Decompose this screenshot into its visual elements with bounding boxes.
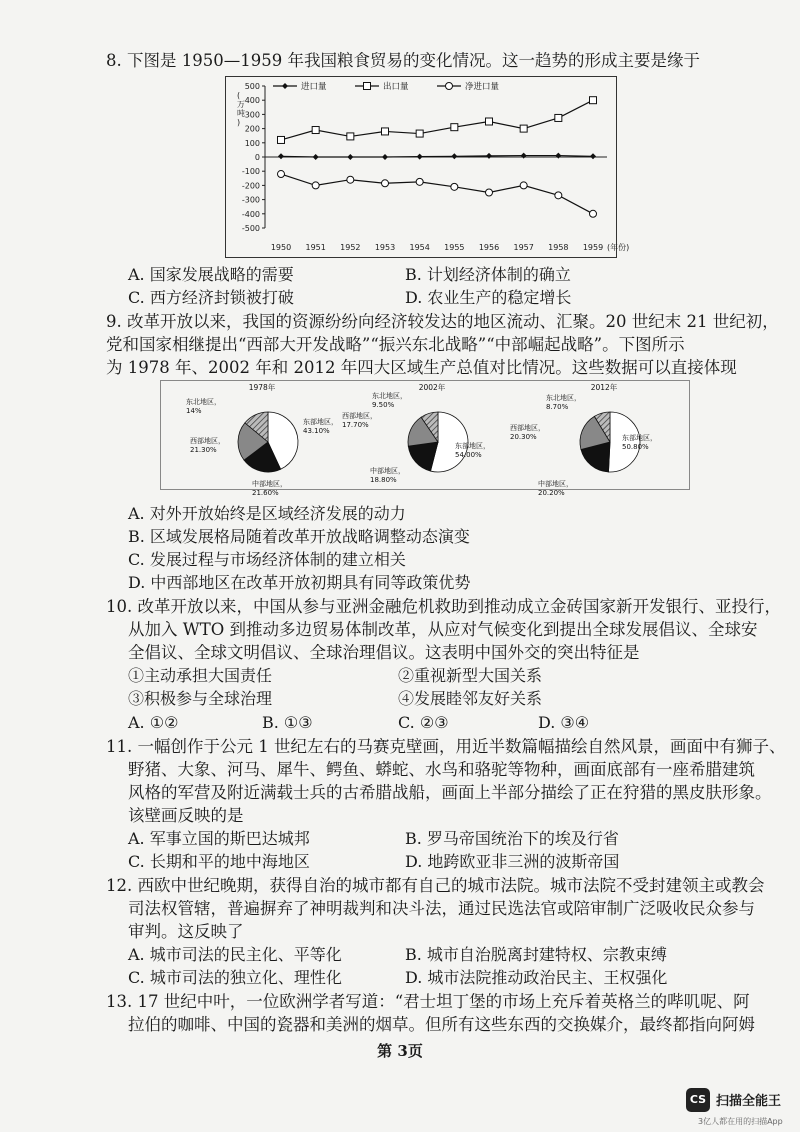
x-tick-label: 1951 [305,243,326,252]
data-point [486,189,493,196]
series-line-1 [281,100,593,140]
q12-option-a[interactable]: A. 城市司法的民主化、平等化 [128,945,342,964]
x-tick-label: 1950 [270,243,292,252]
q11-option-b[interactable]: B. 罗马帝国统治下的埃及行省 [405,829,619,848]
data-point [521,153,527,159]
y-tick-label: -500 [241,224,260,233]
y-tick-label: 300 [244,110,260,120]
pie-title: 2012年 [590,383,618,392]
pie-slice-label: 东北地区， 8.70% [546,394,581,411]
x-tick-label: 1958 [548,243,569,252]
x-tick-label: 1952 [340,243,361,252]
q9-option-b[interactable]: B. 区域发展格局随着改革开放战略调整动态演变 [128,527,470,546]
q9-option-d[interactable]: D. 中西部地区在改革开放初期具有同等政策优势 [128,573,471,592]
q11-stem-line-4: 该壁画反映的是 [128,806,244,825]
pie-title: 2002年 [418,383,446,392]
data-point [278,171,285,178]
q13-stem-line-1: 13. 17 世纪中叶，一位欧洲学者写道：“君士坦丁堡的市场上充斥着英格兰的哔叽呢、阿 [106,992,750,1011]
q10-option-a[interactable]: A. ①② [128,713,179,732]
q10-item-3: ③积极参与全球治理 [128,689,273,708]
pie-slice-label: 中部地区， 20.20% [538,480,573,497]
x-tick-label: 1955 [444,243,465,252]
q10-item-1: ①主动承担大国责任 [128,666,273,685]
cs-logo-icon: CS [686,1088,710,1112]
q11-stem-line-2: 野猪、大象、河马、犀牛、鳄鱼、蟒蛇、水鸟和骆驼等物种，画面底部有一座希腊建筑 [128,760,755,779]
pie-slice [608,412,640,472]
y-tick-label: -400 [241,209,260,219]
y-tick-label: -300 [241,195,260,205]
pie-slice-label: 西部地区， 20.30% [510,424,545,441]
pie-slice-label: 中部地区， 21.60% [252,480,287,497]
x-tick-label: 1954 [409,243,430,252]
q13-stem-line-2: 拉伯的咖啡、中国的瓷器和美洲的烟草。但所有这些东西的交换媒介，最终都指向阿姆 [128,1015,755,1034]
q9-stem-line-1: 9. 改革开放以来，我国的资源纷纷向经济较发达的地区流动、汇聚。20 世纪末 21 世纪初， [106,312,779,331]
q10-stem-line-2: 从加入 WTO 到推动多边贸易体制改革，从应对气候变化到提出全球发展倡议、全球安 [128,620,758,639]
pie-slice-label: 东部地区， 50.80% [622,434,657,451]
q11-option-c[interactable]: C. 长期和平的地中海地区 [128,852,310,871]
q12-stem-line-1: 12. 西欧中世纪晚期，获得自治的城市都有自己的城市法院。城市法院不受封建领主或教会 [106,876,765,895]
pie-slice-label: 东北地区， 14% [186,398,221,415]
q8-stem: 8. 下图是 1950—1959 年我国粮食贸易的变化情况。这一趋势的形成主要是缘于 [106,51,700,70]
data-point [313,154,319,160]
q12-stem-line-2: 司法权管辖，普遍摒弃了神明裁判和决斗法，通过民选法官或陪审制广泛吸收民众参与 [128,899,755,918]
data-point [382,128,389,135]
legend-marker [364,83,371,90]
q8-option-c[interactable]: C. 西方经济封锁被打破 [128,288,294,307]
q10-option-c[interactable]: C. ②③ [398,713,449,732]
scanner-watermark [686,1088,796,1128]
q12-option-b[interactable]: B. 城市自治脱离封建特权、宗教束缚 [405,945,667,964]
data-point [590,210,597,217]
q8-option-a[interactable]: A. 国家发展战略的需要 [128,265,294,284]
pie-slice-label: 东部地区， 43.10% [303,418,338,435]
pie-slice-label: 东北地区， 9.50% [372,392,407,409]
legend-label: 进口量 [301,82,327,92]
y-tick-label: 400 [244,96,260,106]
data-point [451,124,458,131]
data-point [416,178,423,185]
pie-title: 1978年 [248,383,276,392]
q11-stem-line-3: 风格的军营及附近满载士兵的古希腊战船，画面上半部分描绘了正在狩猎的黑皮肤形象。 [128,783,772,802]
scanner-app-name: 扫描全能王 [716,1094,782,1109]
q8-option-d[interactable]: D. 农业生产的稳定增长 [405,288,572,307]
data-point [486,118,493,125]
data-point [520,182,527,189]
data-point [312,127,319,134]
data-point [451,183,458,190]
data-point [451,153,457,159]
y-tick-label: -100 [241,167,260,177]
y-tick-label: -200 [241,181,260,191]
y-tick-label: 200 [244,124,260,134]
legend-marker [446,83,453,90]
legend-label: 净进口量 [465,82,500,92]
scanner-tagline: 3亿人都在用的扫描App [698,1117,783,1126]
q12-option-c[interactable]: C. 城市司法的独立化、理性化 [128,968,342,987]
legend-label: 出口量 [383,82,409,92]
pie-slice-label: 东部地区， 54.00% [455,442,490,459]
q12-stem-line-3: 审判。这反映了 [128,922,244,941]
y-axis-label: (万吨) [237,91,245,127]
q11-option-d[interactable]: D. 地跨欧亚非三洲的波斯帝国 [405,852,620,871]
x-tick-label: 1959 [582,243,604,252]
q10-stem-line-1: 10. 改革开放以来，中国从参与亚洲金融危机救助到推动成立金砖国家新开发银行、亚投行， [106,597,781,616]
x-axis-label: (年份) [607,243,630,252]
data-point [382,154,388,160]
x-tick-label: 1956 [478,243,500,252]
legend-marker [282,83,288,89]
data-point [520,125,527,132]
x-tick-label: 1957 [513,243,534,252]
q10-item-2: ②重视新型大国关系 [398,666,543,685]
grain-trade-line-chart [225,76,630,258]
y-tick-label: 500 [244,82,260,91]
q11-option-a[interactable]: A. 军事立国的斯巴达城邦 [128,829,310,848]
y-tick-label: 100 [244,138,260,148]
regional-gdp-pie-charts [160,380,690,497]
q9-option-c[interactable]: C. 发展过程与市场经济体制的建立相关 [128,550,406,569]
q10-stem-line-3: 全倡议、全球文明倡议、全球治理倡议。这表明中国外交的突出特征是 [128,643,640,662]
q9-stem-line-3: 为 1978 年、2002 年和 2012 年四大区域生产总值对比情况。这些数据可以直接体现 [106,358,737,377]
q12-option-d[interactable]: D. 城市法院推动政治民主、王权强化 [405,968,668,987]
data-point [347,133,354,140]
data-point [347,176,354,183]
q9-option-a[interactable]: A. 对外开放始终是区域经济发展的动力 [128,504,406,523]
pie-slice-label: 西部地区， 21.30% [190,437,225,454]
data-point [382,180,389,187]
series-line-2 [281,174,593,214]
q10-item-4: ④发展睦邻友好关系 [398,689,543,708]
data-point [555,114,562,121]
q8-option-b[interactable]: B. 计划经济体制的确立 [405,265,571,284]
data-point [555,192,562,199]
x-tick-label: 1953 [374,243,396,252]
q9-stem-line-2: 党和国家相继提出“西部大开发战略”“振兴东北战略”“中部崛起战略”。下图所示 [106,335,685,354]
data-point [590,97,597,104]
pie-slice-label: 西部地区， 17.70% [342,412,377,429]
data-point [555,153,561,159]
q10-option-b[interactable]: B. ①③ [262,713,313,732]
pie-slice-label: 中部地区， 18.80% [370,467,405,484]
data-point [278,153,284,159]
page-number: 第 3页 [377,1042,423,1060]
q11-stem-line-1: 11. 一幅创作于公元 1 世纪左右的马赛克壁画，用近半数篇幅描绘自然风景，画面中有狮子、 [106,737,786,756]
q10-option-d[interactable]: D. ③④ [538,713,590,732]
data-point [590,153,596,159]
data-point [416,130,423,137]
data-point [417,154,423,160]
data-point [312,182,319,189]
data-point [278,136,285,143]
data-point [347,154,353,160]
data-point [486,153,492,159]
y-tick-label: 0 [254,153,260,162]
